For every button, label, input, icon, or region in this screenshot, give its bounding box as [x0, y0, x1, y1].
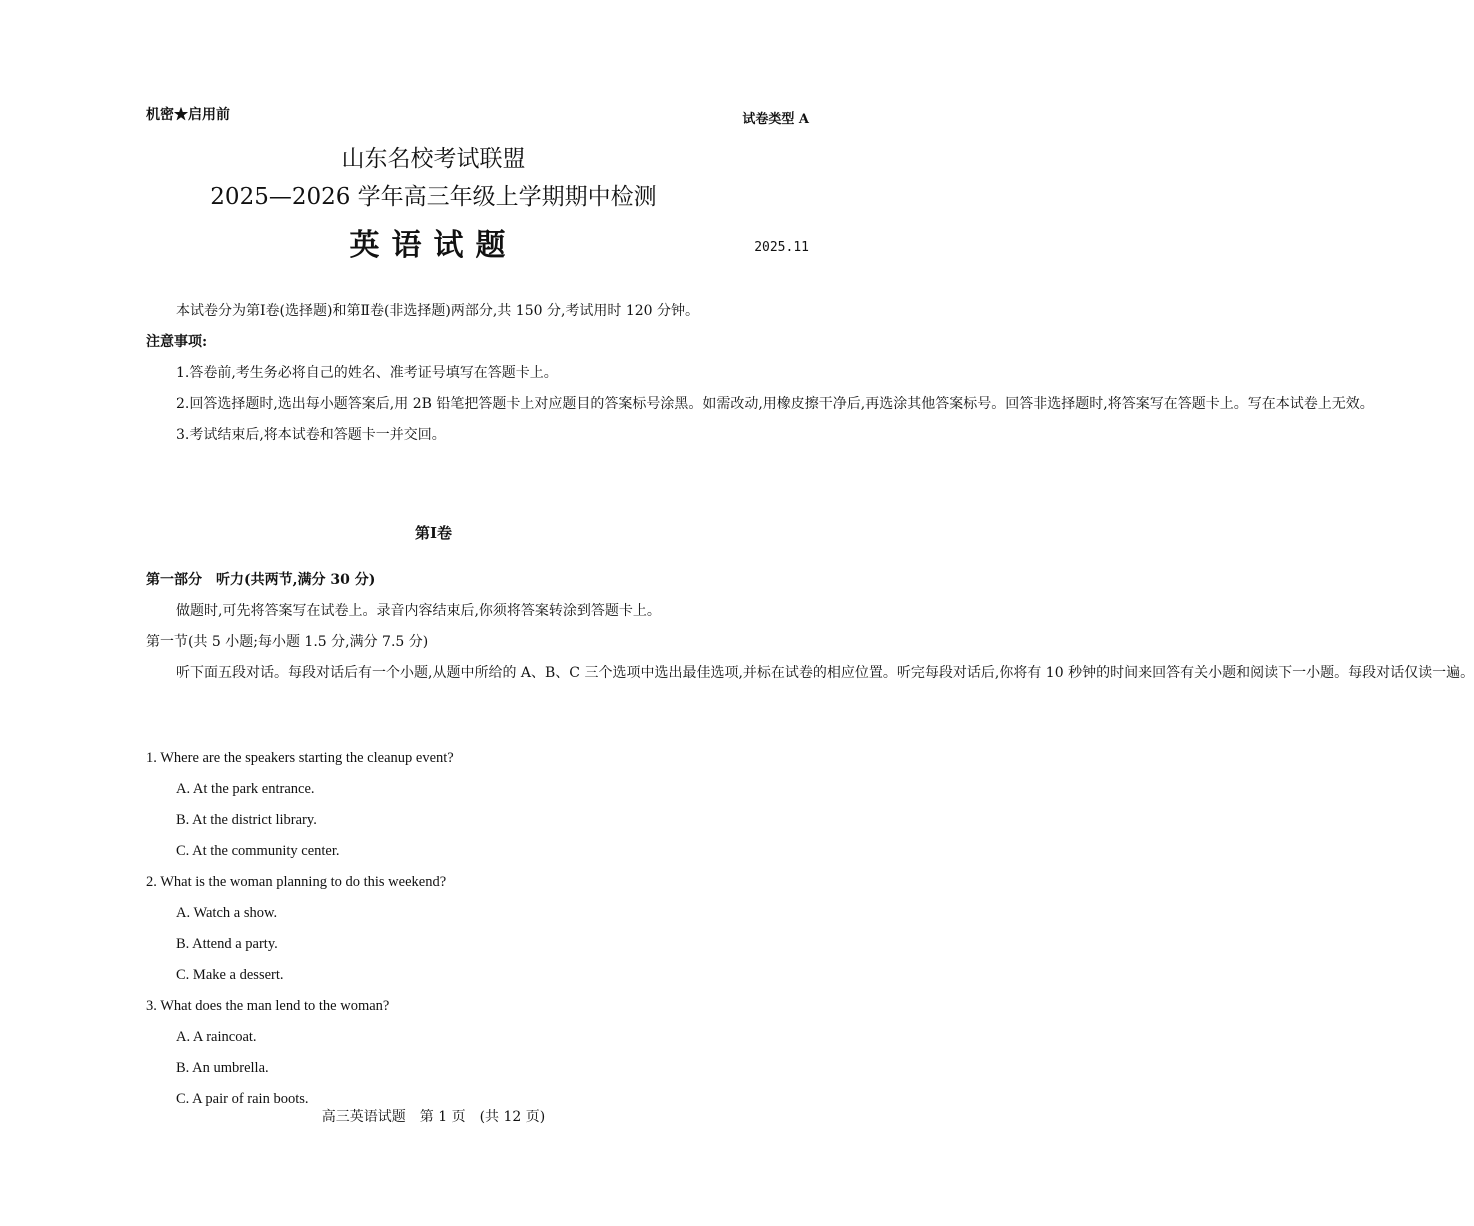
question-option: B. An umbrella.	[176, 1060, 269, 1076]
part1-block	[146, 565, 1474, 689]
question-option: C. Make a dessert.	[176, 967, 284, 983]
note-item: 1.答卷前,考生务必将自己的姓名、准考证号填写在答题卡上。	[176, 365, 558, 381]
question-option: A. A raincoat.	[176, 1029, 257, 1045]
part1-heading: 第一部分 听力(共两节,满分 30 分)	[146, 572, 376, 588]
volume-title: 第Ⅰ卷	[414, 524, 453, 542]
question-option: A. At the park entrance.	[176, 781, 315, 797]
question-option: B. At the district library.	[176, 812, 317, 828]
exam-title: 2025—2026 学年高三年级上学期期中检测	[210, 184, 657, 210]
instructions-block	[146, 296, 1374, 451]
section-heading: 第一节(共 5 小题;每小题 1.5 分,满分 7.5 分)	[146, 634, 429, 650]
intro-text: 本试卷分为第Ⅰ卷(选择题)和第Ⅱ卷(非选择题)两部分,共 150 分,考试用时 120 分钟。	[176, 303, 700, 319]
section-instruction: 听下面五段对话。每段对话后有一个小题,从题中所给的 A、B、C 三个选项中选出最佳选项,并标在试卷的相应位置。听完每段对话后,你将有 10 秒钟的时间来回答有关小题和阅读下一小题。每段对话仅读一遍。	[176, 665, 1474, 681]
subject-title: 英语试题	[349, 228, 518, 263]
question-option: B. Attend a party.	[176, 936, 278, 952]
exam-date: 2025.11	[754, 240, 809, 255]
question-option: A. Watch a show.	[176, 905, 278, 921]
note-item: 2.回答选择题时,选出每小题答案后,用 2B 铅笔把答题卡上对应题目的答案标号涂黑。如需改动,用橡皮擦干净后,再选涂其他答案标号。回答非选择题时,将答案写在答题卡上。写在本试卷上无效。	[176, 396, 1374, 412]
part1-instruction: 做题时,可先将答案写在试卷上。录音内容结束后,你须将答案转涂到答题卡上。	[176, 603, 661, 619]
organizer-title: 山东名校考试联盟	[341, 146, 526, 172]
note-item: 3.考试结束后,将本试卷和答题卡一并交回。	[176, 427, 446, 443]
question-option: C. A pair of rain boots.	[176, 1091, 309, 1107]
questions-block	[146, 743, 811, 1115]
page-footer: 高三英语试题 第 1 页 (共 12 页)	[321, 1109, 546, 1125]
question-stem: 2. What is the woman planning to do this weekend?	[146, 874, 447, 890]
question-option: C. At the community center.	[176, 843, 340, 859]
question-stem: 1. Where are the speakers starting the cleanup event?	[146, 750, 454, 766]
notes-heading: 注意事项:	[146, 334, 208, 350]
question-stem: 3. What does the man lend to the woman?	[146, 998, 390, 1014]
exam-type-label: 试卷类型 A	[742, 112, 809, 127]
confidential-label: 机密★启用前	[146, 107, 230, 123]
